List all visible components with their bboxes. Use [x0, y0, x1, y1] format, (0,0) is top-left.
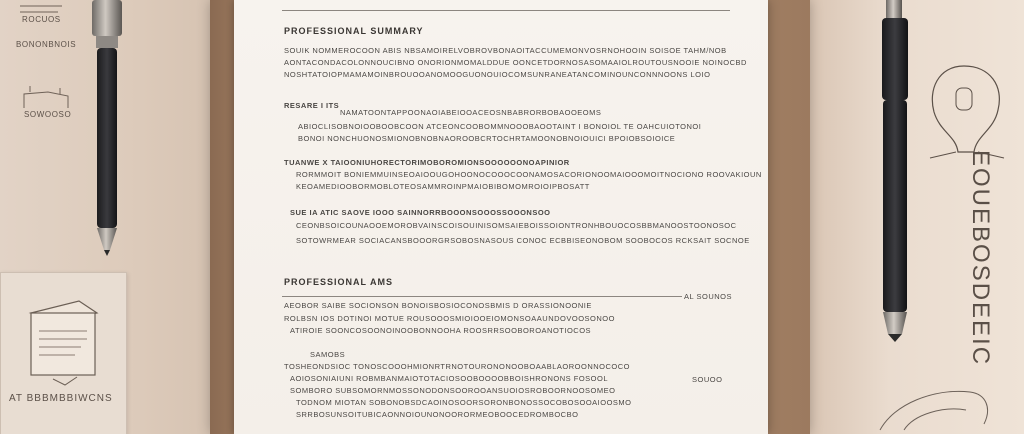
entry-line: SRRBOSUNSOITUBICAONNOIOUNONOORORMEOBOOCEDROMBOCBO [296, 410, 579, 419]
card-caption: AT BBBMBBIWCNS [9, 393, 113, 404]
desk-note-label: ROCUOS [22, 15, 61, 24]
desk-card [0, 272, 127, 434]
sketch-drawing-icon [20, 82, 76, 112]
top-divider [282, 10, 730, 11]
entry-subheading: SAMOBS [310, 350, 346, 359]
entry-line: ROLBSN IOS DOTINOI MOTUE ROUSOOOSMIOIOOEIOMONSOAAUNDOVOOSONOO [284, 314, 615, 323]
section-title: PROFESSIONAL AMS [284, 277, 394, 287]
summary-line: NOSHTATOIOPMAMAMOINBROUOOANOMOOGUONOUIOCOMSUNRANEATANCOMINOUNCONNNOONS LOIO [284, 70, 711, 79]
entry-line: AEOBOR SAIBE SOCIONSON BONOISBOSIOCONOSBMIS D ORASSIONOONIE [284, 301, 592, 310]
lightbulb-sketch-icon [920, 60, 1010, 170]
section-line: BONOI NONCHUONOSMIONOBNOBNAOROOBCRTOCHRTAMOONOBNOIOUICI BPOIOBSOIOICE [298, 134, 676, 143]
vertical-desk-text: EOUEBOSDEEIC [967, 150, 994, 367]
section-heading: SUE IA ATIC SAOVE IOOO SAINNORRBOOONSOOOSSOOONSOO [290, 208, 551, 217]
scribble-sketch-icon [874, 384, 994, 434]
entry-line: SOMBORO SUBSOMORNMOSSONODONSOOROOANSUOIOSROBOORNOOSOMEO [290, 386, 616, 395]
entry-side-note: SOUOO [692, 375, 723, 384]
entry-line: ATIROIE SOONCOSOONOINOOBONNOOHA ROOSRRSOOBOROANOTIOCOS [290, 326, 592, 335]
entry-line: AOIOSONIAIUNI ROBMBANMAIOTOTACIOSOOBOOOOBBOISHRONONS FOSOOL [290, 374, 609, 383]
section-heading: RESARE I ITS [284, 101, 340, 110]
corner-sketch-icon [14, 0, 74, 35]
entry-line: TODNOM MIOTAN SOBONOBSDCAOINOSOORSORONBONOSSOCOBOSOOAIOOSMO [296, 398, 632, 407]
section-line: SOTOWRMEAR SOCIACANSBOOORGRSOBOSNASOUS CONOC ECBBISEONOBOM SOOBOCOS RCKSAIT SOCNOE [296, 236, 750, 245]
section-side-note: AL SOUNOS [684, 292, 732, 301]
section-heading: TUANWE X TAIOONIUHORECTORIMOBOROMIONSOOOOOONOAPINIOR [284, 158, 570, 167]
section-line: ABIOCLISOBNOIOOBOOBCOON ATCEONCOOBOMMNOOOBAOOTAINT I BONOIOL TE OAHCUIOTONOI [298, 122, 702, 131]
summary-line: AONTACONDACOLONNOUCIBNO ONORIONMOMALDDUE OONCETDORNOSASOMAAIOLROUTOUSNOOIE NOINOCBD [284, 58, 747, 67]
desk-note-label: SOWOOSO [24, 110, 72, 119]
section-line: KEOAMEDIOOBORMOBLOTEOSAMMROINPMAIOBIBOMOMROIOIPBOSATT [296, 182, 590, 191]
section-divider [282, 296, 682, 297]
section-line: NAMATOONTAPPOONAOIABEIOOACEOSNBABRORBOBAOOEOMS [340, 108, 602, 117]
section-line: CEONBSOICOUNAOOEMOROBVAINSCOISOUINISOMSAIEBOISSOIONTRONHBOUOCOSBBMANOOSTOONOSOC [296, 221, 737, 230]
summary-line: SOUIK NOMMEROCOON ABIS NBSAMOIRELVOBROVBONAOITACCUMEMONVOSRNOHOOIN SOISOE TAHM/NOB [284, 46, 727, 55]
entry-line: TOSHEONDSIOC TONOSCOOOHMIONRTRNOTOURONONOOBOAABLAOROONNOCOCO [284, 362, 631, 371]
left-pen-icon [86, 0, 130, 260]
resume-summary-heading: PROFESSIONAL SUMMARY [284, 26, 424, 36]
desk-note-label: BONONBNOIS [16, 40, 77, 49]
envelope-sketch-icon [1, 273, 126, 398]
section-line: RORMMOIT BONIEMMUINSEOAIOOUGOHOONOCOOOCOONAMOSACORIONOOMAIOOOMOITNOCIONO ROOVAKIOUN [296, 170, 762, 179]
right-pen-icon [874, 0, 918, 345]
